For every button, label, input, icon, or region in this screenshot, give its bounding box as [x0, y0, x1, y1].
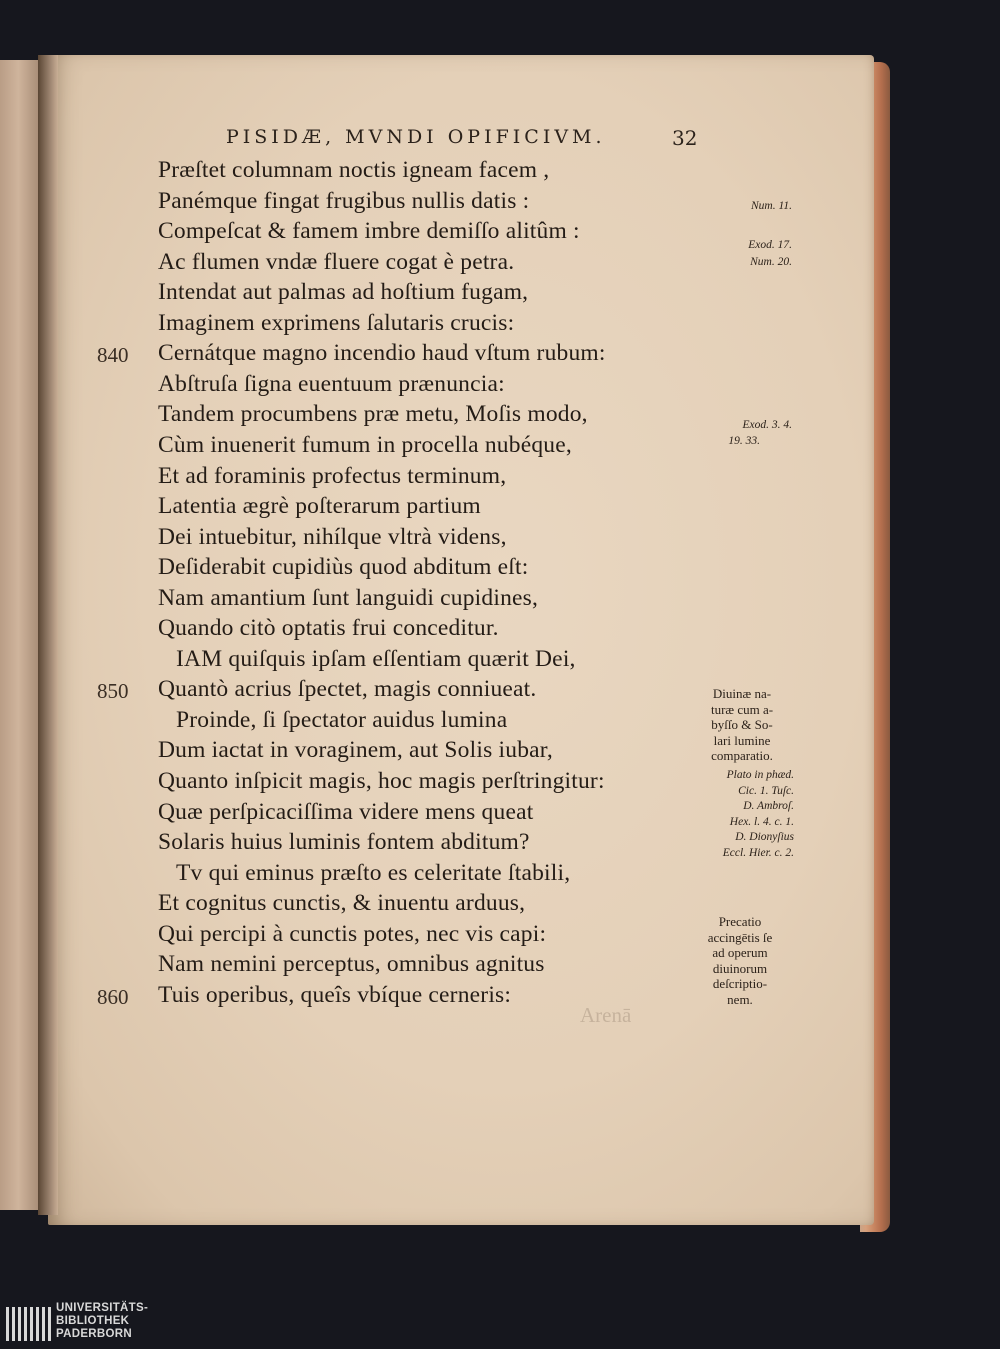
verse-line: Præſtet columnam noctis igneam facem ,: [158, 157, 550, 183]
library-name-line2: BIBLIOTHEK: [56, 1315, 130, 1327]
verse-line: Dei intuebitur, nihílque vltrà videns,: [158, 523, 507, 550]
verse-line: Panémque fingat frugibus nullis datis :: [158, 187, 530, 214]
library-name-line3: PADERBORN: [56, 1328, 132, 1340]
ref-line: D. Dionyſius: [735, 831, 794, 843]
line-number: 860: [97, 984, 129, 1009]
library-name-line1: UNIVERSITÄTS-: [56, 1302, 149, 1314]
library-logo-icon: [4, 1303, 56, 1345]
verse-line: Et cognitus cunctis, & inuentu arduus,: [158, 890, 526, 917]
verse-line: Cùm inuenerit fumum in procella nubéque,: [158, 431, 572, 458]
verse-line: Latentia ægrè poſterarum partium: [158, 493, 481, 520]
gloss-line: ad operum: [712, 945, 768, 960]
line-number: 840: [97, 343, 129, 368]
running-head: PISIDÆ, MVNDI OPIFICIVM.: [226, 126, 606, 148]
margin-ref-exod17: Exod. 17.: [748, 239, 792, 251]
gloss-line: Diuinæ na-: [712, 686, 772, 701]
verse-line: IAM quiſquis ipſam eſſentiam quærit Dei,: [176, 645, 576, 672]
margin-ref-19-33: 19. 33.: [728, 435, 760, 447]
page-number: 32: [672, 126, 698, 150]
verse-line: Dum iactat in voraginem, aut Solis iubar,: [158, 737, 553, 764]
verse-line: Cernátque magno incendio haud vſtum rubum:: [158, 340, 606, 367]
gloss-line: byſſo & So-: [711, 717, 773, 732]
verse-line: Nam amantium ſunt languidi cupidines,: [158, 584, 539, 611]
verse-line: Proinde, ſi ſpectator auidus lumina: [176, 706, 508, 733]
library-footer-bar: [0, 1299, 1000, 1349]
verse-line: Quæ perſpicaciſſima videre mens queat: [158, 798, 534, 825]
verse-line: Quantò acrius ſpectet, magis conniueat.: [158, 676, 537, 703]
verse-line: Tv qui eminus præſto es celeritate ſtabili,: [176, 859, 571, 886]
verse-line: Et ad foraminis profectus terminum,: [158, 462, 507, 489]
verse-line: Deſiderabit cupidiùs quod abditum eſt:: [158, 554, 529, 581]
verse-line: Tuis operibus, queîs vbíque cerneris:: [158, 981, 512, 1008]
ref-line: Plato in phæd.: [726, 769, 794, 781]
verse-line: Compeſcat & famem imbre demiſſo alitûm :: [158, 218, 580, 245]
verse-line: Imaginem exprimens ſalutaris crucis:: [158, 309, 515, 336]
ref-line: D. Ambroſ.: [743, 800, 794, 812]
gloss-line: accingētis ſe: [707, 929, 773, 945]
margin-ref-num11: Num. 11.: [751, 200, 792, 212]
gloss-line: Precatio: [718, 914, 762, 929]
gloss-line: deſcriptio-: [712, 976, 768, 991]
margin-ref-num20: Num. 20.: [750, 256, 792, 268]
ref-line: Hex. l. 4. c. 1.: [729, 815, 794, 828]
verse-line: Solaris huius luminis fontem abditum?: [158, 829, 530, 856]
gloss-line: lari lumine: [713, 732, 771, 748]
verse-line: Tandem procumbens præ metu, Moſis modo,: [158, 401, 588, 428]
ref-line: Cic. 1. Tuſc.: [738, 784, 794, 797]
verse-line: Quando citò optatis frui conceditur.: [158, 615, 499, 642]
gloss-line: turæ cum a-: [710, 701, 774, 717]
verse-line: Ac flumen vndæ fluere cogat è petra.: [158, 248, 515, 275]
line-number: 850: [97, 679, 129, 704]
gloss-line: nem.: [727, 991, 753, 1007]
gloss-line: diuinorum: [712, 960, 768, 976]
margin-gloss-diuinae: [694, 686, 790, 764]
ref-line: Eccl. Hier. c. 2.: [722, 846, 794, 859]
verse-line: Abſtruſa ſigna euentuum prænuncia:: [158, 370, 505, 397]
verse-line: Intendat aut palmas ad hoſtium fugam,: [158, 279, 529, 306]
margin-gloss-precatio: [692, 914, 788, 1007]
verse-line: Quanto inſpicit magis, hoc magis perſtringitur:: [158, 768, 605, 794]
verse-line: Nam nemini perceptus, omnibus agnitus: [158, 951, 545, 978]
gloss-line: comparatio.: [711, 748, 773, 763]
catchword-bleedthrough: Arenā: [580, 1003, 632, 1027]
margin-refs-plato: [690, 768, 794, 861]
margin-ref-exod34: Exod. 3. 4.: [742, 419, 792, 431]
verse-line: Qui percipi à cunctis potes, nec vis capi:: [158, 920, 547, 947]
